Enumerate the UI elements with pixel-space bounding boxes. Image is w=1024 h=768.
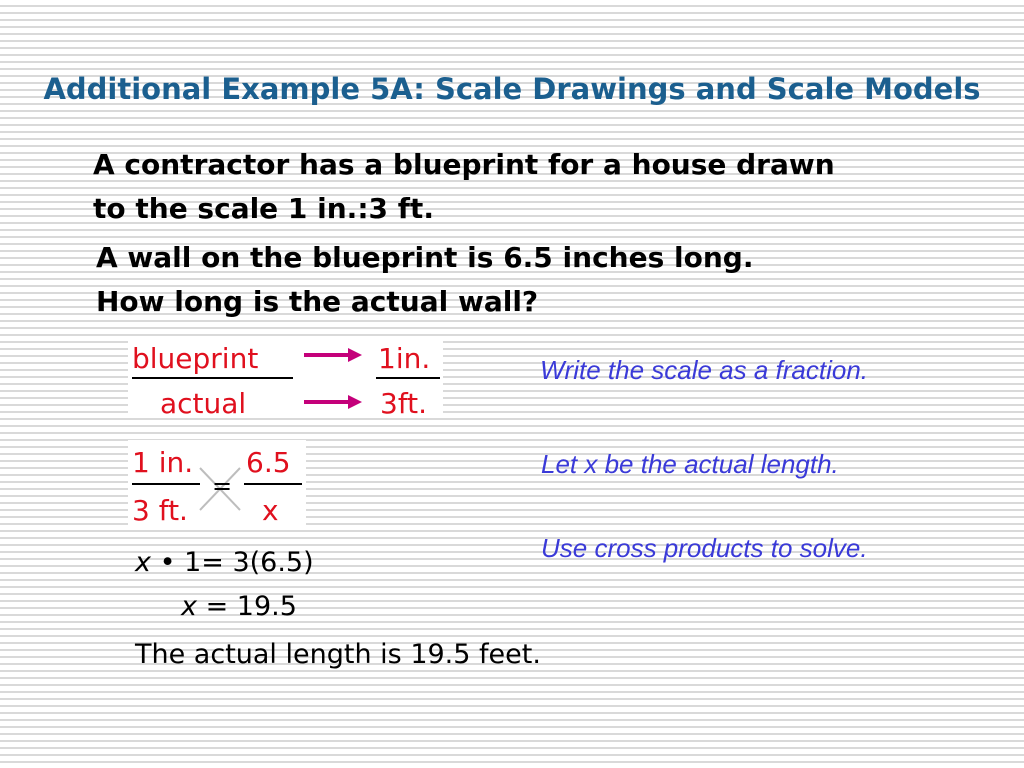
step-cross-products: Use cross products to solve. [541,533,868,563]
work-line-2 [181,591,297,622]
arrow-bottom-icon [348,395,362,409]
work-line-1-var: x [135,547,151,578]
left-denominator: 3 ft. [132,494,188,527]
problem-statement [93,143,835,231]
step-define-x: Let x be the actual length. [541,449,839,479]
numerator-value: 1in. [378,342,431,375]
problem-line-3: A wall on the blueprint is 6.5 inches long. [96,241,754,274]
problem-line-2: to the scale 1 in.:3 ft. [93,192,434,225]
work-line-2-rest: = 19.5 [196,591,297,622]
problem-question [96,236,753,324]
right-denominator: x [262,494,279,527]
scale-fraction-figure [128,336,443,418]
step-write-scale: Write the scale as a fraction. [540,355,869,385]
equals-sign: = [212,472,233,500]
proportion-figure [128,440,306,528]
answer-text: The actual length is 19.5 feet. [135,639,541,670]
numerator-label: blueprint [132,342,259,375]
problem-line-4: How long is the actual wall? [96,285,539,318]
problem-line-1: A contractor has a blueprint for a house drawn [93,148,835,181]
arrow-top-icon [348,348,362,362]
denominator-value: 3ft. [380,387,428,418]
slide-title: Additional Example 5A: Scale Drawings and Scale Models [43,72,981,106]
work-line-2-var: x [181,591,197,622]
right-numerator: 6.5 [246,446,291,479]
left-numerator: 1 in. [132,446,194,479]
denominator-label: actual [160,387,247,418]
work-line-1 [135,547,314,578]
work-line-1-rest: • 1= 3(6.5) [150,547,314,578]
